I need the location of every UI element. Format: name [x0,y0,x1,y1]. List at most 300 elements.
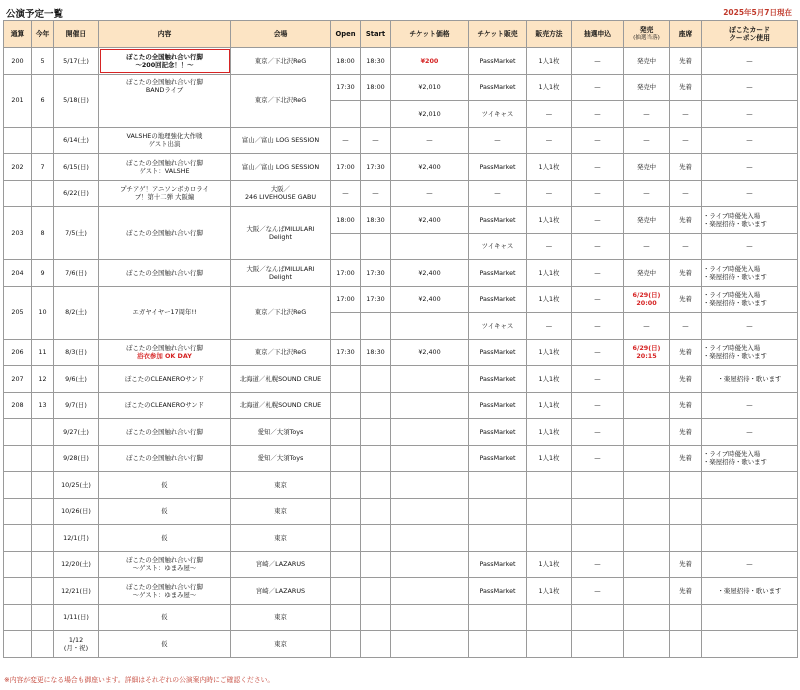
cell-price [391,578,469,605]
cell-price: ¥2,400 [391,339,469,366]
cell-year: 7 [32,154,54,181]
cell-price [391,419,469,446]
cell-price: ¥2,010 [391,101,469,128]
cell-price: ¥2,400 [391,286,469,313]
cell-release: 発売中 [624,154,670,181]
cell-start: 18:30 [361,339,391,366]
cell-total [4,578,32,605]
cell-start: 18:30 [361,48,391,75]
cell-coupon [702,260,798,287]
cell-date: 12/21(日) [54,578,99,605]
cell-lottery: — [572,392,624,419]
cell-release [624,551,670,578]
cell-sales: PassMarket [469,48,527,75]
cell-open: 17:30 [331,339,361,366]
cell-method: 1人1枚 [527,578,572,605]
cell-method: — [527,313,572,340]
cell-sales: PassMarket [469,260,527,287]
content-line2: 〜ゲスト：ゆまみ屋〜 [132,564,197,573]
col-method: 販売方法 [527,21,572,48]
cell-coupon: — [702,392,798,419]
cell-start [361,392,391,419]
cell-venue: 東京／下北沢ReG [231,74,331,127]
cell-method: — [527,180,572,207]
cell-coupon [702,445,798,472]
cell-open: — [331,127,361,154]
cell-date: 9/27(土) [54,419,99,446]
col-year: 今年 [32,21,54,48]
cell-date [54,631,99,658]
cell-sales: PassMarket [469,74,527,101]
content-line2: ゲスト出演 [148,140,181,149]
cell-year: 8 [32,207,54,260]
table-row [4,472,798,499]
cell-total [4,551,32,578]
cell-sales: PassMarket [469,392,527,419]
cell-release [624,445,670,472]
cell-stock: 先着 [670,366,702,393]
cell-year [32,127,54,154]
cell-start: — [361,180,391,207]
cell-date: 1/11(日) [54,604,99,631]
cell-content: ぽこたの全国触れ合い行脚 [99,445,231,472]
cell-date: 10/26(日) [54,498,99,525]
col-coupon-label1: ぽこたカード [729,25,770,34]
cell-release: 発売中 [624,74,670,101]
cell-price: ¥2,400 [391,260,469,287]
cell-content: 仮 [99,631,231,658]
cell-release [624,578,670,605]
content-line2: ブ！第十二弾 大阪編 [134,193,195,202]
date-line1: 1/12 [68,635,84,644]
cell-coupon: — [702,48,798,75]
table-row [4,180,798,207]
cell-release [624,339,670,366]
cell-stock: 先着 [670,207,702,234]
col-lottery: 抽選申込 [572,21,624,48]
cell-venue: 東京 [231,525,331,552]
col-total: 通算 [4,21,32,48]
cell-open: 17:00 [331,154,361,181]
cell-total [4,472,32,499]
content-line2: 〜ゲスト：ゆまみ屋〜 [132,590,197,599]
cell-content: エガヤイヤー17周年!! [99,286,231,339]
table-row [4,260,798,287]
cell-release: 発売中 [624,260,670,287]
cell-venue [231,180,331,207]
cell-total [4,419,32,446]
cell-date: 6/14(土) [54,127,99,154]
cell-year: 6 [32,74,54,127]
cell-total: 207 [4,366,32,393]
cell-stock: 先着 [670,445,702,472]
cell-year [32,472,54,499]
cell-year [32,604,54,631]
cell-total: 202 [4,154,32,181]
cell-venue [231,260,331,287]
cell-lottery: — [572,180,624,207]
cell-sales: PassMarket [469,419,527,446]
cell-stock: 先着 [670,392,702,419]
cell-open [331,392,361,419]
cell-year: 13 [32,392,54,419]
cell-stock: 先着 [670,48,702,75]
col-date: 開催日 [54,21,99,48]
cell-method: 1人1枚 [527,366,572,393]
cell-open [331,578,361,605]
cell-open: 18:00 [331,48,361,75]
cell-start [361,366,391,393]
coupon-line1: ・ライブ時優先入場 [703,344,761,353]
cell-date: 10/25(土) [54,472,99,499]
cell-method: — [527,127,572,154]
col-price: チケット価格 [391,21,469,48]
table-row [4,48,798,75]
cell-coupon [702,207,798,234]
cell-total [4,445,32,472]
cell-release [624,366,670,393]
content-line1: ぽこたの全国触れ合い行脚 [126,158,203,167]
cell-method: 1人1枚 [527,154,572,181]
cell-total: 200 [4,48,32,75]
col-coupon-label2: クーポン使用 [729,34,770,42]
table-row [4,154,798,181]
table-row [4,604,798,631]
cell-venue: 東京／下北沢ReG [231,339,331,366]
cell-start: 17:30 [361,154,391,181]
cell-price: ¥2,010 [391,74,469,101]
cell-content: 仮 [99,472,231,499]
cell-year [32,445,54,472]
cell-start [361,445,391,472]
cell-year [32,498,54,525]
release-time: 20:15 [636,352,657,361]
cell-coupon: — [702,233,798,260]
cell-sales: PassMarket [469,551,527,578]
cell-lottery: — [572,207,624,234]
cell-total: 206 [4,339,32,366]
coupon-line1: ・ライブ時優先入場 [703,211,761,220]
coupon-line1: ・ライブ時優先入場 [703,291,761,300]
cell-sales: PassMarket [469,339,527,366]
cell-open [331,101,361,128]
cell-total [4,127,32,154]
cell-stock: 先着 [670,578,702,605]
cell-start: 17:30 [361,260,391,287]
venue-line2: 246 LIVEHOUSE GABU [244,193,317,202]
cell-total [4,604,32,631]
cell-content [99,551,231,578]
cell-content [99,127,231,154]
cell-release: — [624,313,670,340]
header-row [4,21,798,48]
content-line1: ぽこたの全国触れ合い行脚 [126,52,203,61]
cell-method: 1人1枚 [527,286,572,313]
coupon-line2: ・楽屋招待・歌います [703,272,767,281]
cell-coupon: — [702,154,798,181]
cell-sales: PassMarket [469,578,527,605]
cell-content: ぽこたのCLEANEROサンド [99,392,231,419]
venue-line2: Delight [268,272,293,281]
table-row [4,339,798,366]
cell-stock: — [670,313,702,340]
col-start: Start [361,21,391,48]
cell-venue: 愛知／大須Toys [231,419,331,446]
cell-content: 仮 [99,498,231,525]
cell-total: 205 [4,286,32,339]
table-row [4,578,798,605]
cell-content: ぽこたの全国触れ合い行脚 [99,260,231,287]
cell-lottery: — [572,260,624,287]
col-release [624,21,670,48]
cell-release: 発売中 [624,207,670,234]
cell-release [624,419,670,446]
cell-price: ¥2,400 [391,154,469,181]
cell-coupon [702,339,798,366]
cell-stock: 先着 [670,339,702,366]
cell-stock: 先着 [670,286,702,313]
cell-year [32,578,54,605]
cell-lottery: — [572,48,624,75]
coupon-line2: ・楽屋招待・歌います [703,219,767,228]
cell-method: — [527,101,572,128]
cell-content [99,154,231,181]
cell-coupon: ・楽屋招待・歌います [702,366,798,393]
table-row [4,207,798,234]
col-coupon [702,21,798,48]
cell-lottery: — [572,74,624,101]
cell-venue: 北海道／札幌SOUND CRUE [231,366,331,393]
coupon-line2: ・楽屋招待・歌います [703,299,767,308]
cell-stock: 先着 [670,551,702,578]
cell-method: 1人1枚 [527,445,572,472]
cell-date: 7/5(土) [54,207,99,260]
table-row [4,74,798,101]
cell-content [99,48,231,75]
table-row [4,445,798,472]
cell-sales: PassMarket [469,154,527,181]
cell-price [391,366,469,393]
cell-stock: 先着 [670,260,702,287]
cell-price [391,313,469,340]
cell-stock: — [670,233,702,260]
table-row [4,525,798,552]
cell-total: 201 [4,74,32,127]
cell-date: 5/18(日) [54,74,99,127]
cell-release: — [624,233,670,260]
content-line2: 〜200回記念！！〜 [135,60,194,69]
cell-lottery: — [572,154,624,181]
cell-venue: 東京 [231,472,331,499]
cell-stock: 先着 [670,419,702,446]
cell-lottery: — [572,366,624,393]
cell-stock: — [670,180,702,207]
cell-total: 208 [4,392,32,419]
cell-lottery: — [572,551,624,578]
cell-content: ぽこたの全国触れ合い行脚 [99,419,231,446]
cell-open [331,445,361,472]
cell-method: 1人1枚 [527,392,572,419]
col-release-label: 発売 [639,25,654,34]
cell-release: 発売中 [624,48,670,75]
cell-date: 8/2(土) [54,286,99,339]
coupon-line1: ・ライブ時優先入場 [703,264,761,273]
table-row [4,419,798,446]
cell-date: 6/15(日) [54,154,99,181]
cell-start: — [361,127,391,154]
table-row [4,631,798,658]
content-line1: ぽこたの全国触れ合い行脚 [126,344,203,353]
table-row [4,551,798,578]
cell-sales: PassMarket [469,366,527,393]
cell-year: 12 [32,366,54,393]
table-row [4,127,798,154]
cell-lottery: — [572,339,624,366]
cell-start [361,578,391,605]
cell-method: — [527,233,572,260]
cell-venue: 北海道／札幌SOUND CRUE [231,392,331,419]
content-line1: ぽこたの全国触れ合い行脚 [126,556,203,565]
cell-stock: — [670,101,702,128]
cell-start [361,419,391,446]
cell-lottery: — [572,578,624,605]
content-line2: BANDライブ [145,85,184,94]
table-row [4,392,798,419]
cell-year: 11 [32,339,54,366]
cell-total [4,631,32,658]
cell-coupon [702,286,798,313]
cell-price: — [391,127,469,154]
date-line2: (月・祝) [63,643,89,652]
venue-line1: 大阪／なんばMILULARI [246,264,315,273]
cell-release [624,286,670,313]
cell-content: 仮 [99,525,231,552]
cell-open [331,419,361,446]
cell-venue: 東京／下北沢ReG [231,286,331,339]
col-open: Open [331,21,361,48]
content-line2: 浴衣参加 OK DAY [137,352,192,361]
cell-venue: 富山／富山 LOG SESSION [231,154,331,181]
cell-content [99,578,231,605]
cell-open: 17:30 [331,74,361,101]
cell-lottery: — [572,101,624,128]
cell-open: — [331,180,361,207]
cell-price [391,233,469,260]
table-row [4,366,798,393]
cell-method: 1人1枚 [527,339,572,366]
cell-lottery: — [572,313,624,340]
cell-start [361,551,391,578]
cell-total: 204 [4,260,32,287]
cell-venue [231,207,331,260]
cell-price: ¥2,400 [391,207,469,234]
cell-date: 12/20(土) [54,551,99,578]
cell-price [391,551,469,578]
col-content: 内容 [99,21,231,48]
cell-sales: ツイキャス [469,313,527,340]
cell-date: 9/6(土) [54,366,99,393]
cell-date: 7/6(日) [54,260,99,287]
cell-method: 1人1枚 [527,260,572,287]
page-title: 公演予定一覧 [6,9,64,20]
cell-price: ¥200 [391,48,469,75]
cell-coupon: ・楽屋招待・歌います [702,578,798,605]
cell-start [361,101,391,128]
col-sales: チケット販売 [469,21,527,48]
cell-open [331,233,361,260]
venue-line1: 大阪／ [270,185,291,194]
footnote: ※内容が変更になる場合も御座います。詳細はそれぞれの公演案内時にご確認ください。 [4,676,275,684]
cell-start: 17:30 [361,286,391,313]
cell-stock: 先着 [670,74,702,101]
cell-start [361,313,391,340]
cell-venue: 東京 [231,631,331,658]
cell-venue: 東京／下北沢ReG [231,48,331,75]
cell-venue: 宮崎／LAZARUS [231,578,331,605]
cell-method: 1人1枚 [527,74,572,101]
release-date: 6/29(日) [632,344,661,353]
cell-start [361,233,391,260]
cell-lottery: — [572,233,624,260]
cell-open [331,551,361,578]
cell-price [391,445,469,472]
cell-open: 17:00 [331,286,361,313]
content-line1: ぽこたの全国触れ合い行脚 [126,582,203,591]
cell-venue: 東京 [231,498,331,525]
release-date: 6/29(日) [632,291,661,300]
cell-lottery: — [572,445,624,472]
cell-coupon: — [702,419,798,446]
cell-year: 5 [32,48,54,75]
cell-year [32,631,54,658]
venue-line1: 大阪／なんばMILULARI [246,224,315,233]
cell-stock: 先着 [670,154,702,181]
cell-coupon: — [702,101,798,128]
cell-sales: ツイキャス [469,233,527,260]
cell-date: 9/28(日) [54,445,99,472]
cell-lottery: — [572,286,624,313]
cell-sales: PassMarket [469,286,527,313]
cell-release: — [624,180,670,207]
coupon-line2: ・楽屋招待・歌います [703,352,767,361]
cell-sales: PassMarket [469,207,527,234]
cell-coupon: — [702,127,798,154]
cell-content: ぽこたのCLEANEROサンド [99,366,231,393]
cell-total [4,525,32,552]
cell-coupon: — [702,551,798,578]
cell-year [32,551,54,578]
cell-year: 10 [32,286,54,339]
cell-release: — [624,101,670,128]
cell-year [32,525,54,552]
content-line1: VALSHEの地理強化大作戦 [126,132,203,141]
venue-line2: Delight [268,233,293,241]
cell-total [4,180,32,207]
cell-lottery: — [572,127,624,154]
cell-price: — [391,180,469,207]
col-venue: 会場 [231,21,331,48]
cell-date: 5/17(土) [54,48,99,75]
content-line1: ぽこたの全国触れ合い行脚 [126,77,203,86]
cell-year [32,180,54,207]
content-line2: ゲスト：VALSHE [139,166,190,175]
cell-venue: 愛知／大須Toys [231,445,331,472]
cell-coupon: — [702,313,798,340]
cell-method: 1人1枚 [527,551,572,578]
cell-sales: — [469,180,527,207]
cell-sales: — [469,127,527,154]
col-release-sub: (抽選当落) [633,35,660,41]
